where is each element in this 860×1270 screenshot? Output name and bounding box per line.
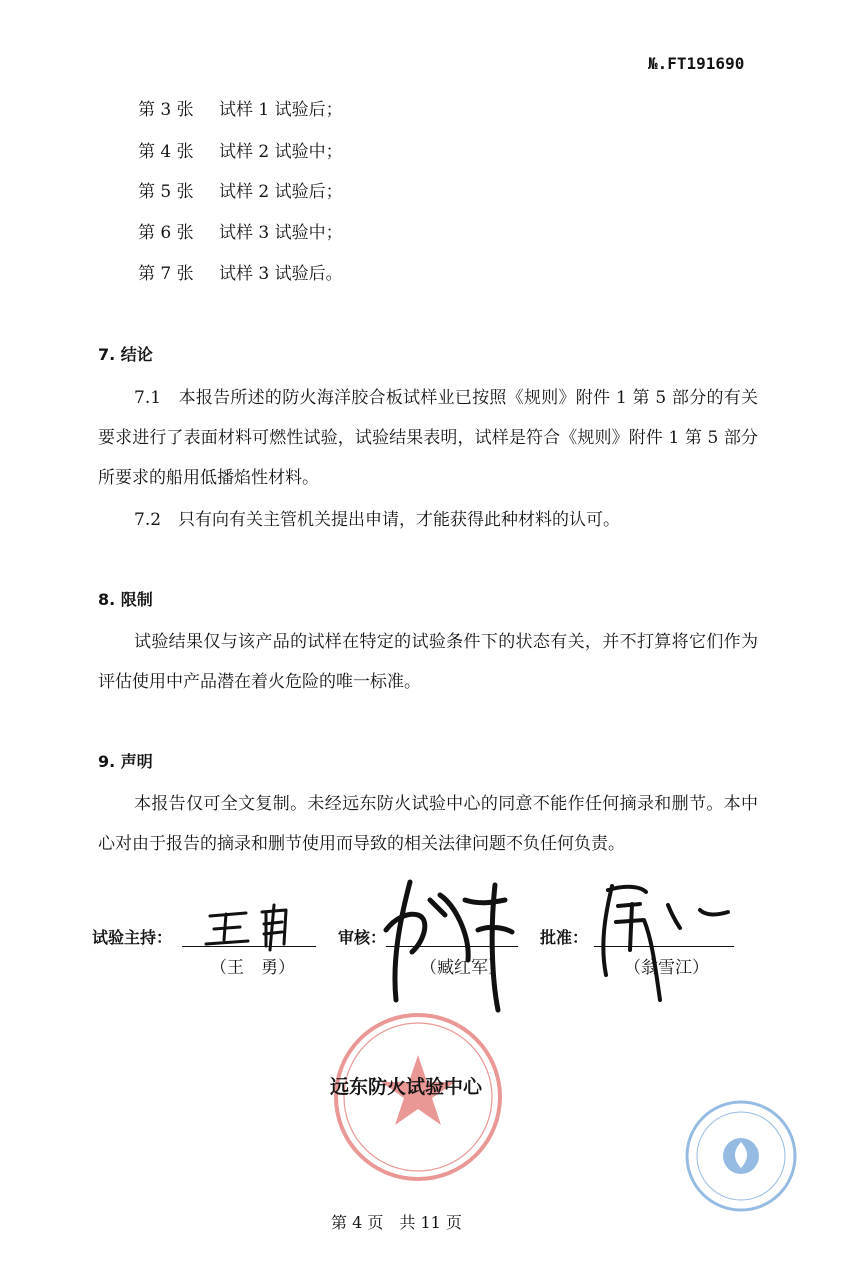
tester-name: （王 勇） bbox=[210, 958, 295, 978]
photo-description: 试样 2 试验中； bbox=[219, 142, 343, 162]
organization-name: 远东防火试验中心 bbox=[330, 1076, 483, 1098]
approver-label: 批准： bbox=[540, 928, 589, 947]
photo-number: 第 3 张 bbox=[138, 100, 194, 120]
approver-name: （翁雪江） bbox=[624, 958, 709, 978]
report-number: №.FT191690 bbox=[648, 54, 745, 73]
statement-paragraph: 本报告仅可全文复制。未经远东防火试验中心的同意不能作任何摘录和删节。本中心对由于报告的摘录和删节使用而导致的相关法律问题不负任何负责。 bbox=[98, 794, 758, 854]
photo-number: 第 4 张 bbox=[138, 142, 194, 162]
photo-description: 试样 3 试验后。 bbox=[219, 264, 343, 284]
section-heading-conclusion: 7. 结论 bbox=[98, 345, 153, 364]
section-heading-limitation: 8. 限制 bbox=[98, 590, 153, 609]
tester-label: 试验主持： bbox=[92, 928, 173, 947]
reviewer-label: 审核： bbox=[338, 928, 387, 947]
page-number: 第 4 页 共 11 页 bbox=[331, 1213, 462, 1232]
photo-number: 第 7 张 bbox=[138, 264, 194, 284]
photo-description: 试样 1 试验后； bbox=[219, 100, 343, 120]
photo-description: 试样 3 试验中； bbox=[219, 223, 343, 243]
photo-description: 试样 2 试验后； bbox=[219, 182, 343, 202]
section-heading-statement: 9. 声明 bbox=[98, 752, 153, 771]
conclusion-paragraph-1: 7.1 本报告所述的防火海洋胶合板试样业已按照《规则》附件 1 第 5 部分的有关要求进行了表面材料可燃性试验，试验结果表明，试样是符合《规则》附件 1 第 5 部分所要求的船用低播焰性材料。 bbox=[98, 388, 758, 488]
conclusion-paragraph-2: 7.2 只有向有关主管机关提出申请，才能获得此种材料的认可。 bbox=[134, 510, 621, 530]
reviewer-name: （臧红军） bbox=[420, 958, 505, 978]
photo-number: 第 6 张 bbox=[138, 223, 194, 243]
photo-number: 第 5 张 bbox=[138, 182, 194, 202]
limitation-paragraph: 试验结果仅与该产品的试样在特定的试验条件下的状态有关，并不打算将它们作为评估使用中产品潜在着火危险的唯一标准。 bbox=[98, 632, 758, 692]
